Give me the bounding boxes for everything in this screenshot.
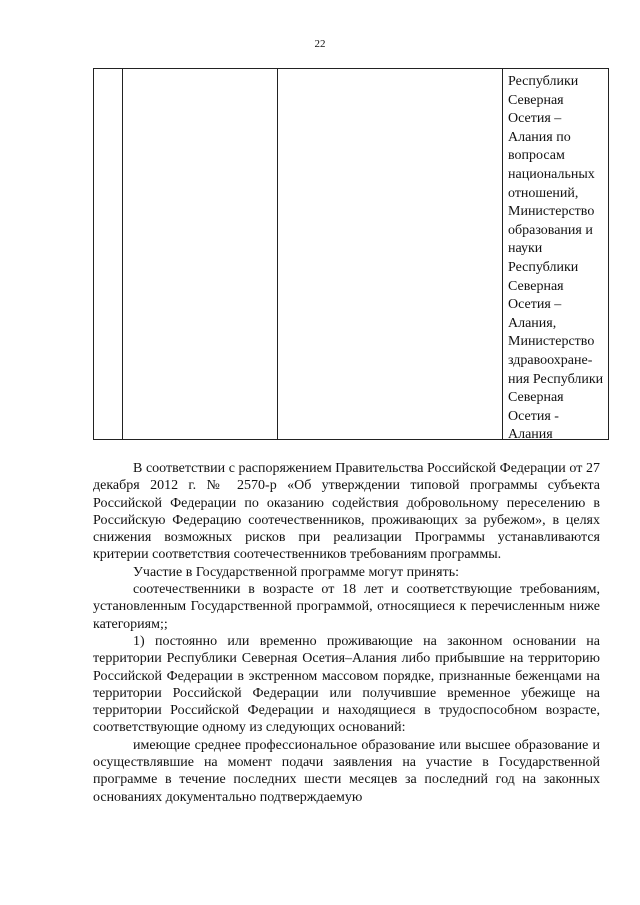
responsible-executors-text: Республики Северная Осетия – Алания по вопросам национальных отношений, Министерство образования и науки Республики Северная Осетия – Алания, Министерство здравоохране-ния Республики Северная Осетия - Алания bbox=[508, 74, 604, 443]
paragraph-participation-intro: Участие в Государственной программе могут принять: bbox=[133, 564, 459, 580]
paragraph-education-criteria: имеющие среднее профессиональное образование или высшее образование и осуществлявшие на момент подачи заявления на участие в Государственной программе в течение последних шести месяцев за последний год на законных основаниях документально подтверждаемую bbox=[93, 737, 600, 805]
page-number: 22 bbox=[314, 38, 326, 50]
paragraph-compatriots-age: соотечественники в возрасте от 18 лет и соответствующие требованиям, установленным Государственной программой, относящиеся к перечисленным ниже категориям;; bbox=[93, 582, 600, 632]
table-cell-number bbox=[94, 69, 123, 440]
document-body bbox=[93, 460, 600, 806]
table-cell-empty bbox=[123, 69, 278, 440]
table-cell-responsible bbox=[503, 69, 609, 443]
table-row bbox=[94, 69, 609, 440]
paragraph-legal-basis: В соответствии с распоряжением Правительства Российской Федерации от 27 декабря 2012 г. № 2570-р «Об утверждении типовой программы субъекта Российской Федерации по оказанию содействия добровольному переселению в Российскую Федерацию соотечественников, проживающих за рубежом», в целях снижения возможных рисков при реализации Программы устанавливаются критерии соответствия соотечественников требованиям программы. bbox=[93, 461, 600, 563]
program-table bbox=[93, 68, 609, 443]
paragraph-category-1: 1) постоянно или временно проживающие на законном основании на территории Республики Северная Осетия–Алания либо прибывшие на территорию Российской Федерации в экстренном массовом порядке, признанные беженцами на территории Российской Федерации или получившие временное убежище на территории Российской Федерации и находящиеся в трудоспособном возрасте, соответствующие одному из следующих оснований: bbox=[93, 633, 600, 736]
table-cell-empty bbox=[278, 69, 503, 440]
